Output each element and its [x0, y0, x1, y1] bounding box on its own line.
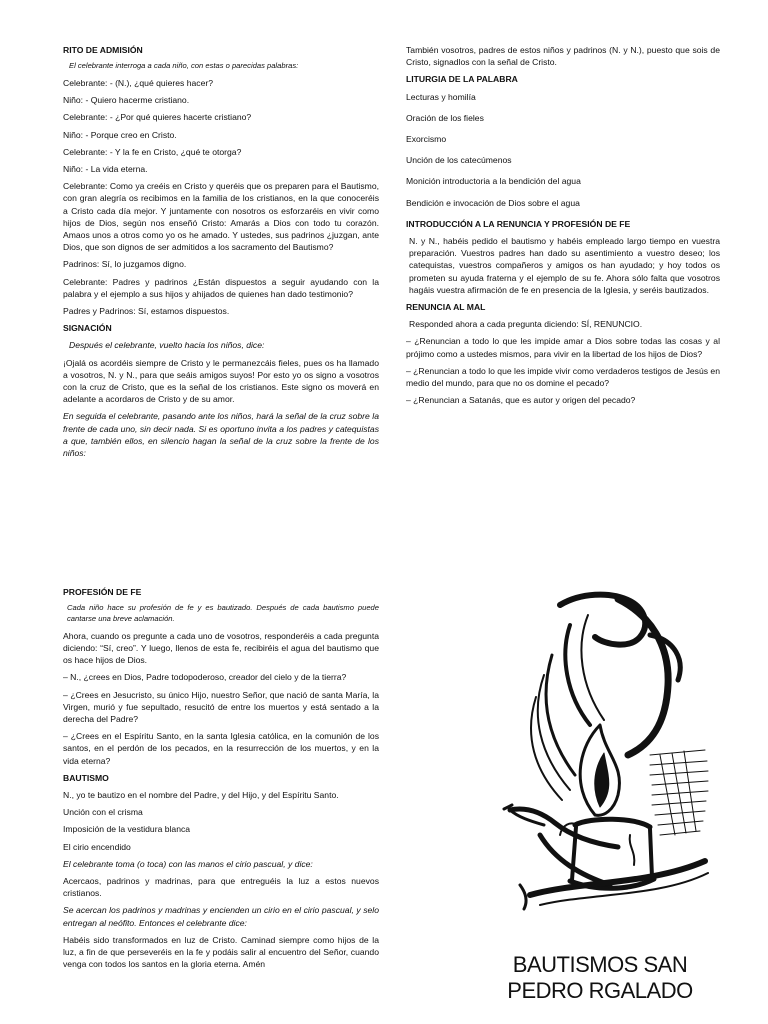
rite-item: El cirio encendido [63, 841, 131, 852]
renuncia-title: RENUNCIA AL MAL [406, 302, 486, 313]
dialogue-line: Celebrante: - Y la fe en Cristo, ¿qué te otorga? [63, 146, 242, 157]
dialogue-line: Niño: - Quiero hacerme cristiano. [63, 95, 190, 106]
renuncia-intro: Responded ahora a cada pregunta diciendo: SÍ, RENUNCIO. [409, 319, 643, 330]
renuncia-item: – ¿Renuncian a todo lo que les impide vivir como verdaderos testigos de Jesús en medio del mundo, para que no os domine el pecado? [406, 365, 720, 389]
cover-title [470, 952, 730, 1005]
bautismo-title: BAUTISMO [63, 772, 109, 783]
cover-title-line-1: BAUTISMOS SAN [512, 952, 688, 977]
signacion-rubric: En seguida el celebrante, pasando ante los niños, hará la señal de la cruz sobre la frente de cada uno, sin decir nada. Si es oportuno invita a los padres y catequistas a que, también ellos, en silencio hagan la señal de la cruz sobre la frente de los niños: [63, 411, 379, 459]
rito-title: RITO DE ADMISIÓN [63, 45, 143, 55]
rite-item: Imposición de la vestidura blanca [63, 824, 191, 835]
profesion-text: Ahora, cuando os pregunte a cada uno de vosotros, responderéis a cada pregunta diciendo: “Sí, creo”. Y luego, llenos de esta fe, recibiréis el agua del bautismo que os hace hijos de Dios. [63, 630, 379, 666]
bautismo-text: N., yo te bautizo en el nombre del Padre, y del Hijo, y del Espíritu Santo. [63, 790, 339, 800]
rito-intro: El celebrante interroga a cada niño, con estas o parecidas palabras: [69, 61, 299, 71]
left-top-column [63, 44, 379, 464]
renuncia-item: – ¿Renuncian a Satanás, que es autor y origen del pecado? [406, 395, 636, 406]
dialogue-line: Celebrante: - (N.), ¿qué quieres hacer? [63, 77, 213, 88]
liturgia-item: Lecturas y homilía [406, 91, 476, 102]
final-text: Habéis sido transformados en luz de Cristo. Caminad siempre como hijos de la luz, a fin de que perseveréis en la fe y podáis salir al encuentro del Señor, cuando venga con todos los santos en la gloria eterna. Amén [63, 934, 379, 970]
signacion-intro: Después el celebrante, vuelto hacia los niños, dice: [69, 340, 265, 351]
liturgia-item: Exorcismo [406, 134, 447, 145]
creo-question: – ¿Crees en el Espíritu Santo, en la santa Iglesia católica, en la comunión de los santos, en el perdón de los pecados, en la resurrección de los muertos, y en la vida eterna? [63, 731, 379, 766]
padrinos-answer: Padrinos: Sí, lo juzgamos digno. [63, 259, 187, 270]
signacion-title: SIGNACIÓN [63, 323, 112, 334]
celebrante-question: Celebrante: Padres y padrinos ¿Están dispuestos a seguir ayudando con la palabra y el ejemplo a sus hijos y ahijados de quienes han dado testimonio? [63, 276, 379, 299]
liturgia-item: Oración de los fieles [406, 112, 484, 123]
dialogue-line: Niño: - Porque creo en Cristo. [63, 129, 177, 140]
liturgia-item: Unción de los catecúmenos [406, 155, 512, 166]
padrinos-answer: Padres y Padrinos: Sí, estamos dispuestos. [63, 306, 230, 317]
profesion-rubric: Cada niño hace su profesión de fe y es bautizado. Después de cada bautismo puede cantarse una breve aclamación. [67, 603, 379, 623]
creo-question: – N., ¿crees en Dios, Padre todopoderoso, creador del cielo y de la tierra? [63, 672, 347, 683]
rite-item: Unción con el crisma [63, 807, 143, 818]
dialogue-line: Celebrante: - ¿Por qué quieres hacerte cristiano? [63, 112, 252, 123]
cirio-rubric-2: Se acercan los padrinos y madrinas y encienden un cirio en el cirio pascual, y selo entregan al neófito. Entonces el celebrante dice: [63, 905, 379, 928]
renuncia-item: – ¿Renuncian a todo lo que les impide amar a Dios sobre todas las cosas y al prójimo como a ustedes mismos, para vivir en la libertad de los hijos de Dios? [406, 336, 720, 359]
cirio-text: Acercaos, padrinos y madrinas, para que entreguéis la luz a estos nuevos cristianos. [63, 876, 379, 899]
creo-question: – ¿Crees en Jesucristo, su único Hijo, nuestro Señor, que nació de santa María, la Virgen, murió y fue sepultado, resucitó de entre los muertos y está sentado a la derecha del Padre? [63, 689, 379, 724]
dialogue-line: Niño: - La vida eterna. [63, 164, 148, 174]
liturgia-item: Monición introductoria a la bendición del agua [406, 176, 581, 187]
profesion-title: PROFESIÓN DE FE [63, 587, 142, 597]
right-top-column [406, 44, 720, 411]
signing-intro: También vosotros, padres de estos niños y padrinos (N. y N.), puesto que sois de Cristo, signadlos con la señal de Cristo. [406, 45, 720, 68]
baptism-illustration-icon [500, 585, 715, 915]
signacion-text: ¡Ojalá os acordéis siempre de Cristo y le permanezcáis fieles, pues os ha llamado a vosotros, N. y N., para que seáis amigos suyos! Por esto yo os signo a vosotros con la cruz de Cristo, que es la señal de los cristianos. Este signo os moverá en adelante a acordaros de Cristo y de su amor. [63, 357, 379, 405]
liturgia-item: Bendición e invocación de Dios sobre el agua [406, 197, 580, 208]
cover-title-line-2: PEDRO RGALADO [507, 978, 693, 1004]
liturgia-title: LITURGIA DE LA PALABRA [406, 74, 518, 85]
cirio-rubric: El celebrante toma (o toca) con las manos el cirio pascual, y dice: [63, 858, 313, 869]
celebrante-paragraph: Celebrante: Como ya creéis en Cristo y queréis que os preparen para el Bautismo, con gran alegría os recibimos en la familia de los cristianos, en la que conoceréis a Cristo cada día mejor. Y juntamente con nosotros os esforzaréis en vivir como hijos de Dios, según nos enseñó Cristo: Amarás a Dios con todo tu corazón. Amaos unos a otros como yo os he amado. Y ustedes, sus padrinos ¿juzgan, ante Dios, que son dignos de ser admitidos a los sacramento del Bautismo? [63, 181, 379, 253]
intro-renuncia-title: INTRODUCCIÓN A LA RENUNCIA Y PROFESIÓN DE FE [406, 218, 631, 229]
intro-renuncia-text: N. y N., habéis pedido el bautismo y habéis empleado largo tiempo en vuestra preparación. Vuestros padres han dado su asentimiento a vuestro deseo; los catequistas, vuestros compañeros y amigos os han ayudado; y hoy todos os prometen su ayuda fraterna y el ejemplo de su fe. Ahora sólo falta que vosotros hagáis vuestra afirmación de fe en presencia de la Iglesia, y seréis bautizados. [409, 236, 720, 295]
left-bottom-column [63, 586, 379, 975]
